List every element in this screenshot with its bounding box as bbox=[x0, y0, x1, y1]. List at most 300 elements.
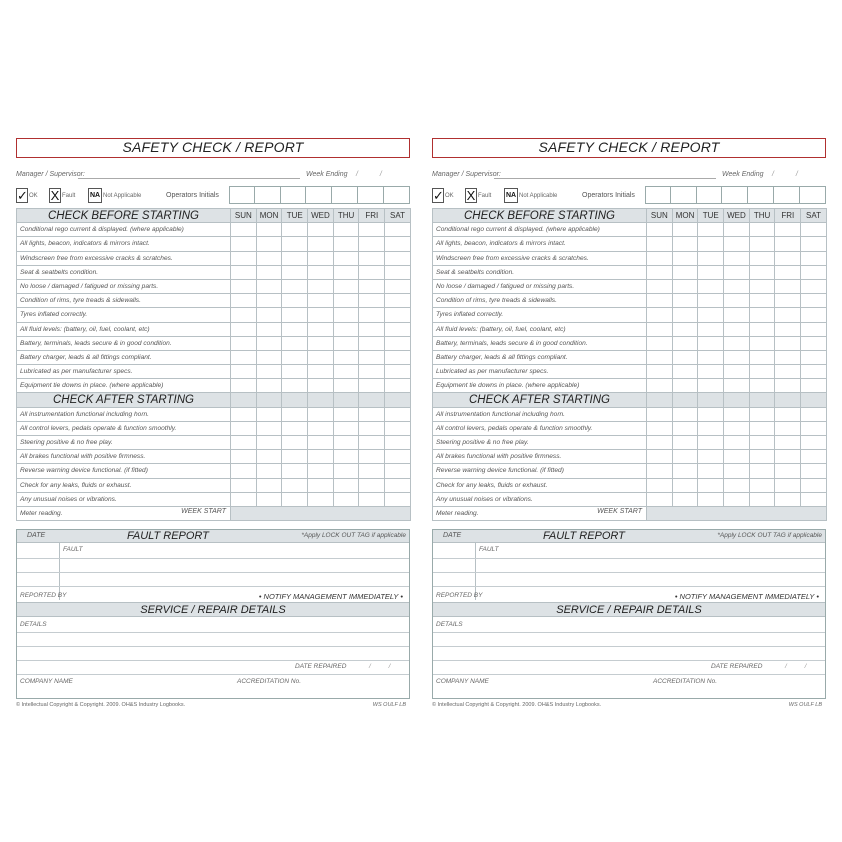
check-cell[interactable] bbox=[333, 322, 359, 336]
check-cell[interactable] bbox=[308, 365, 334, 379]
check-cell[interactable] bbox=[385, 365, 411, 379]
check-cell[interactable] bbox=[749, 237, 775, 251]
check-cell[interactable] bbox=[385, 279, 411, 293]
check-cell[interactable] bbox=[359, 407, 385, 421]
initials-box[interactable] bbox=[229, 186, 255, 204]
check-cell[interactable] bbox=[724, 436, 750, 450]
check-cell[interactable] bbox=[231, 336, 257, 350]
check-cell[interactable] bbox=[308, 308, 334, 322]
check-cell[interactable] bbox=[385, 436, 411, 450]
check-cell[interactable] bbox=[698, 407, 724, 421]
check-cell[interactable] bbox=[775, 421, 801, 435]
check-cell[interactable] bbox=[308, 251, 334, 265]
check-cell[interactable] bbox=[385, 308, 411, 322]
check-cell[interactable] bbox=[775, 308, 801, 322]
check-cell[interactable] bbox=[308, 322, 334, 336]
check-cell[interactable] bbox=[385, 478, 411, 492]
check-cell[interactable] bbox=[231, 265, 257, 279]
check-cell[interactable] bbox=[359, 478, 385, 492]
check-cell[interactable] bbox=[647, 365, 673, 379]
check-cell[interactable] bbox=[801, 464, 827, 478]
check-cell[interactable] bbox=[801, 237, 827, 251]
check-cell[interactable] bbox=[282, 265, 308, 279]
check-cell[interactable] bbox=[724, 336, 750, 350]
check-cell[interactable] bbox=[282, 421, 308, 435]
check-cell[interactable] bbox=[672, 308, 698, 322]
check-cell[interactable] bbox=[282, 492, 308, 506]
check-cell[interactable] bbox=[308, 294, 334, 308]
check-cell[interactable] bbox=[359, 308, 385, 322]
check-cell[interactable] bbox=[647, 279, 673, 293]
check-cell[interactable] bbox=[724, 237, 750, 251]
check-cell[interactable] bbox=[333, 478, 359, 492]
check-cell[interactable] bbox=[308, 223, 334, 237]
check-cell[interactable] bbox=[647, 464, 673, 478]
check-cell[interactable] bbox=[256, 478, 282, 492]
initials-box[interactable] bbox=[358, 186, 384, 204]
check-cell[interactable] bbox=[698, 322, 724, 336]
initials-box[interactable] bbox=[255, 186, 281, 204]
check-cell[interactable] bbox=[256, 279, 282, 293]
fault-line[interactable] bbox=[433, 572, 825, 573]
check-cell[interactable] bbox=[282, 294, 308, 308]
manager-field[interactable] bbox=[494, 178, 716, 179]
week-start-field[interactable] bbox=[231, 506, 411, 520]
details-line[interactable] bbox=[17, 632, 409, 633]
manager-field[interactable] bbox=[78, 178, 300, 179]
check-cell[interactable] bbox=[698, 336, 724, 350]
check-cell[interactable] bbox=[231, 279, 257, 293]
check-cell[interactable] bbox=[256, 379, 282, 393]
check-cell[interactable] bbox=[801, 450, 827, 464]
check-cell[interactable] bbox=[698, 294, 724, 308]
check-cell[interactable] bbox=[256, 350, 282, 364]
check-cell[interactable] bbox=[333, 336, 359, 350]
check-cell[interactable] bbox=[775, 478, 801, 492]
check-cell[interactable] bbox=[698, 492, 724, 506]
check-cell[interactable] bbox=[749, 322, 775, 336]
check-cell[interactable] bbox=[724, 223, 750, 237]
week-start-field[interactable] bbox=[647, 506, 827, 520]
check-cell[interactable] bbox=[308, 464, 334, 478]
initials-box[interactable] bbox=[384, 186, 410, 204]
check-cell[interactable] bbox=[359, 350, 385, 364]
check-cell[interactable] bbox=[256, 251, 282, 265]
check-cell[interactable] bbox=[359, 365, 385, 379]
check-cell[interactable] bbox=[359, 436, 385, 450]
initials-box[interactable] bbox=[722, 186, 748, 204]
check-cell[interactable] bbox=[647, 350, 673, 364]
check-cell[interactable] bbox=[385, 464, 411, 478]
fault-line[interactable] bbox=[17, 558, 409, 559]
check-cell[interactable] bbox=[647, 237, 673, 251]
check-cell[interactable] bbox=[231, 436, 257, 450]
fault-line[interactable] bbox=[433, 586, 825, 587]
meter-reading-cell[interactable] bbox=[17, 506, 231, 520]
check-cell[interactable] bbox=[724, 492, 750, 506]
check-cell[interactable] bbox=[672, 492, 698, 506]
meter-reading-cell[interactable] bbox=[433, 506, 647, 520]
check-cell[interactable] bbox=[801, 223, 827, 237]
check-cell[interactable] bbox=[647, 379, 673, 393]
check-cell[interactable] bbox=[749, 265, 775, 279]
check-cell[interactable] bbox=[672, 436, 698, 450]
check-cell[interactable] bbox=[231, 294, 257, 308]
check-cell[interactable] bbox=[801, 279, 827, 293]
check-cell[interactable] bbox=[672, 365, 698, 379]
check-cell[interactable] bbox=[308, 237, 334, 251]
check-cell[interactable] bbox=[775, 492, 801, 506]
check-cell[interactable] bbox=[231, 223, 257, 237]
check-cell[interactable] bbox=[647, 407, 673, 421]
check-cell[interactable] bbox=[231, 350, 257, 364]
check-cell[interactable] bbox=[647, 251, 673, 265]
check-cell[interactable] bbox=[333, 379, 359, 393]
initials-box[interactable] bbox=[671, 186, 697, 204]
check-cell[interactable] bbox=[672, 350, 698, 364]
check-cell[interactable] bbox=[749, 421, 775, 435]
check-cell[interactable] bbox=[698, 450, 724, 464]
check-cell[interactable] bbox=[359, 464, 385, 478]
details-line[interactable] bbox=[17, 646, 409, 647]
initials-box[interactable] bbox=[748, 186, 774, 204]
check-cell[interactable] bbox=[385, 251, 411, 265]
check-cell[interactable] bbox=[698, 265, 724, 279]
fault-line[interactable] bbox=[17, 586, 409, 587]
check-cell[interactable] bbox=[775, 322, 801, 336]
check-cell[interactable] bbox=[724, 464, 750, 478]
check-cell[interactable] bbox=[282, 279, 308, 293]
check-cell[interactable] bbox=[308, 279, 334, 293]
check-cell[interactable] bbox=[231, 308, 257, 322]
check-cell[interactable] bbox=[333, 450, 359, 464]
check-cell[interactable] bbox=[385, 294, 411, 308]
check-cell[interactable] bbox=[231, 322, 257, 336]
check-cell[interactable] bbox=[282, 350, 308, 364]
check-cell[interactable] bbox=[801, 294, 827, 308]
check-cell[interactable] bbox=[724, 450, 750, 464]
check-cell[interactable] bbox=[647, 492, 673, 506]
check-cell[interactable] bbox=[308, 379, 334, 393]
fault-line[interactable] bbox=[433, 558, 825, 559]
check-cell[interactable] bbox=[308, 265, 334, 279]
check-cell[interactable] bbox=[385, 322, 411, 336]
check-cell[interactable] bbox=[385, 450, 411, 464]
check-cell[interactable] bbox=[724, 379, 750, 393]
check-cell[interactable] bbox=[256, 421, 282, 435]
check-cell[interactable] bbox=[359, 322, 385, 336]
details-line[interactable] bbox=[433, 632, 825, 633]
check-cell[interactable] bbox=[801, 379, 827, 393]
check-cell[interactable] bbox=[698, 365, 724, 379]
check-cell[interactable] bbox=[647, 223, 673, 237]
initials-box[interactable] bbox=[332, 186, 358, 204]
check-cell[interactable] bbox=[385, 421, 411, 435]
check-cell[interactable] bbox=[231, 478, 257, 492]
week-ending-field[interactable]: / / bbox=[772, 171, 808, 178]
check-cell[interactable] bbox=[672, 223, 698, 237]
check-cell[interactable] bbox=[672, 251, 698, 265]
check-cell[interactable] bbox=[385, 237, 411, 251]
details-line[interactable] bbox=[433, 660, 825, 661]
check-cell[interactable] bbox=[749, 450, 775, 464]
check-cell[interactable] bbox=[801, 365, 827, 379]
check-cell[interactable] bbox=[256, 436, 282, 450]
check-cell[interactable] bbox=[359, 237, 385, 251]
check-cell[interactable] bbox=[724, 365, 750, 379]
check-cell[interactable] bbox=[672, 265, 698, 279]
date-repaired-field[interactable]: / / bbox=[369, 663, 399, 671]
check-cell[interactable] bbox=[698, 478, 724, 492]
check-cell[interactable] bbox=[308, 450, 334, 464]
check-cell[interactable] bbox=[359, 492, 385, 506]
date-repaired-field[interactable]: / / bbox=[785, 663, 815, 671]
check-cell[interactable] bbox=[231, 251, 257, 265]
check-cell[interactable] bbox=[724, 421, 750, 435]
check-cell[interactable] bbox=[749, 223, 775, 237]
check-cell[interactable] bbox=[672, 450, 698, 464]
check-cell[interactable] bbox=[749, 407, 775, 421]
check-cell[interactable] bbox=[359, 336, 385, 350]
check-cell[interactable] bbox=[231, 407, 257, 421]
initials-box[interactable] bbox=[774, 186, 800, 204]
check-cell[interactable] bbox=[333, 279, 359, 293]
check-cell[interactable] bbox=[385, 265, 411, 279]
check-cell[interactable] bbox=[308, 421, 334, 435]
check-cell[interactable] bbox=[801, 265, 827, 279]
check-cell[interactable] bbox=[647, 450, 673, 464]
check-cell[interactable] bbox=[749, 464, 775, 478]
check-cell[interactable] bbox=[749, 478, 775, 492]
check-cell[interactable] bbox=[749, 336, 775, 350]
check-cell[interactable] bbox=[749, 308, 775, 322]
check-cell[interactable] bbox=[698, 251, 724, 265]
week-ending-field[interactable]: / / bbox=[356, 171, 392, 178]
check-cell[interactable] bbox=[672, 421, 698, 435]
initials-box[interactable] bbox=[645, 186, 671, 204]
check-cell[interactable] bbox=[282, 436, 308, 450]
check-cell[interactable] bbox=[724, 294, 750, 308]
check-cell[interactable] bbox=[775, 294, 801, 308]
check-cell[interactable] bbox=[672, 279, 698, 293]
check-cell[interactable] bbox=[698, 223, 724, 237]
check-cell[interactable] bbox=[333, 237, 359, 251]
check-cell[interactable] bbox=[256, 365, 282, 379]
check-cell[interactable] bbox=[333, 350, 359, 364]
check-cell[interactable] bbox=[775, 336, 801, 350]
check-cell[interactable] bbox=[282, 365, 308, 379]
check-cell[interactable] bbox=[749, 492, 775, 506]
check-cell[interactable] bbox=[775, 436, 801, 450]
check-cell[interactable] bbox=[308, 407, 334, 421]
check-cell[interactable] bbox=[282, 450, 308, 464]
check-cell[interactable] bbox=[775, 279, 801, 293]
check-cell[interactable] bbox=[672, 294, 698, 308]
check-cell[interactable] bbox=[698, 436, 724, 450]
check-cell[interactable] bbox=[775, 251, 801, 265]
check-cell[interactable] bbox=[672, 464, 698, 478]
check-cell[interactable] bbox=[749, 279, 775, 293]
check-cell[interactable] bbox=[359, 294, 385, 308]
check-cell[interactable] bbox=[647, 294, 673, 308]
check-cell[interactable] bbox=[359, 251, 385, 265]
check-cell[interactable] bbox=[749, 365, 775, 379]
check-cell[interactable] bbox=[282, 223, 308, 237]
check-cell[interactable] bbox=[801, 322, 827, 336]
check-cell[interactable] bbox=[775, 464, 801, 478]
check-cell[interactable] bbox=[724, 308, 750, 322]
check-cell[interactable] bbox=[672, 336, 698, 350]
check-cell[interactable] bbox=[333, 464, 359, 478]
check-cell[interactable] bbox=[672, 379, 698, 393]
check-cell[interactable] bbox=[256, 464, 282, 478]
check-cell[interactable] bbox=[256, 223, 282, 237]
check-cell[interactable] bbox=[256, 407, 282, 421]
check-cell[interactable] bbox=[672, 478, 698, 492]
check-cell[interactable] bbox=[647, 436, 673, 450]
check-cell[interactable] bbox=[333, 407, 359, 421]
check-cell[interactable] bbox=[724, 350, 750, 364]
check-cell[interactable] bbox=[256, 308, 282, 322]
check-cell[interactable] bbox=[256, 237, 282, 251]
check-cell[interactable] bbox=[333, 251, 359, 265]
check-cell[interactable] bbox=[385, 350, 411, 364]
check-cell[interactable] bbox=[333, 308, 359, 322]
check-cell[interactable] bbox=[647, 336, 673, 350]
check-cell[interactable] bbox=[749, 251, 775, 265]
check-cell[interactable] bbox=[801, 350, 827, 364]
check-cell[interactable] bbox=[698, 379, 724, 393]
check-cell[interactable] bbox=[256, 322, 282, 336]
check-cell[interactable] bbox=[231, 365, 257, 379]
initials-box[interactable] bbox=[306, 186, 332, 204]
check-cell[interactable] bbox=[256, 294, 282, 308]
check-cell[interactable] bbox=[359, 265, 385, 279]
check-cell[interactable] bbox=[749, 379, 775, 393]
check-cell[interactable] bbox=[698, 308, 724, 322]
check-cell[interactable] bbox=[647, 421, 673, 435]
check-cell[interactable] bbox=[231, 421, 257, 435]
check-cell[interactable] bbox=[801, 407, 827, 421]
check-cell[interactable] bbox=[256, 450, 282, 464]
check-cell[interactable] bbox=[282, 464, 308, 478]
check-cell[interactable] bbox=[749, 294, 775, 308]
check-cell[interactable] bbox=[801, 436, 827, 450]
check-cell[interactable] bbox=[282, 407, 308, 421]
check-cell[interactable] bbox=[775, 237, 801, 251]
check-cell[interactable] bbox=[333, 365, 359, 379]
check-cell[interactable] bbox=[282, 336, 308, 350]
check-cell[interactable] bbox=[359, 379, 385, 393]
check-cell[interactable] bbox=[333, 265, 359, 279]
check-cell[interactable] bbox=[231, 450, 257, 464]
check-cell[interactable] bbox=[647, 478, 673, 492]
check-cell[interactable] bbox=[282, 379, 308, 393]
check-cell[interactable] bbox=[801, 251, 827, 265]
initials-box[interactable] bbox=[800, 186, 826, 204]
check-cell[interactable] bbox=[775, 350, 801, 364]
check-cell[interactable] bbox=[775, 265, 801, 279]
check-cell[interactable] bbox=[775, 450, 801, 464]
check-cell[interactable] bbox=[308, 436, 334, 450]
check-cell[interactable] bbox=[801, 492, 827, 506]
check-cell[interactable] bbox=[698, 350, 724, 364]
check-cell[interactable] bbox=[308, 336, 334, 350]
check-cell[interactable] bbox=[775, 223, 801, 237]
initials-box[interactable] bbox=[281, 186, 307, 204]
check-cell[interactable] bbox=[385, 223, 411, 237]
check-cell[interactable] bbox=[359, 421, 385, 435]
check-cell[interactable] bbox=[282, 478, 308, 492]
check-cell[interactable] bbox=[308, 478, 334, 492]
check-cell[interactable] bbox=[724, 478, 750, 492]
check-cell[interactable] bbox=[698, 279, 724, 293]
check-cell[interactable] bbox=[724, 407, 750, 421]
check-cell[interactable] bbox=[231, 379, 257, 393]
check-cell[interactable] bbox=[282, 308, 308, 322]
check-cell[interactable] bbox=[231, 464, 257, 478]
check-cell[interactable] bbox=[359, 450, 385, 464]
check-cell[interactable] bbox=[256, 265, 282, 279]
check-cell[interactable] bbox=[801, 308, 827, 322]
check-cell[interactable] bbox=[231, 237, 257, 251]
check-cell[interactable] bbox=[698, 237, 724, 251]
check-cell[interactable] bbox=[724, 322, 750, 336]
check-cell[interactable] bbox=[801, 478, 827, 492]
check-cell[interactable] bbox=[282, 237, 308, 251]
check-cell[interactable] bbox=[724, 251, 750, 265]
fault-line[interactable] bbox=[17, 572, 409, 573]
check-cell[interactable] bbox=[801, 336, 827, 350]
check-cell[interactable] bbox=[647, 308, 673, 322]
check-cell[interactable] bbox=[647, 265, 673, 279]
check-cell[interactable] bbox=[385, 492, 411, 506]
check-cell[interactable] bbox=[672, 237, 698, 251]
check-cell[interactable] bbox=[385, 379, 411, 393]
check-cell[interactable] bbox=[308, 492, 334, 506]
check-cell[interactable] bbox=[775, 379, 801, 393]
check-cell[interactable] bbox=[256, 492, 282, 506]
check-cell[interactable] bbox=[672, 407, 698, 421]
check-cell[interactable] bbox=[359, 279, 385, 293]
check-cell[interactable] bbox=[749, 350, 775, 364]
check-cell[interactable] bbox=[282, 322, 308, 336]
check-cell[interactable] bbox=[724, 265, 750, 279]
check-cell[interactable] bbox=[698, 464, 724, 478]
check-cell[interactable] bbox=[647, 322, 673, 336]
check-cell[interactable] bbox=[256, 336, 282, 350]
check-cell[interactable] bbox=[333, 294, 359, 308]
check-cell[interactable] bbox=[333, 436, 359, 450]
check-cell[interactable] bbox=[724, 279, 750, 293]
check-cell[interactable] bbox=[359, 223, 385, 237]
check-cell[interactable] bbox=[333, 492, 359, 506]
check-cell[interactable] bbox=[333, 223, 359, 237]
check-cell[interactable] bbox=[333, 421, 359, 435]
check-cell[interactable] bbox=[801, 421, 827, 435]
check-cell[interactable] bbox=[672, 322, 698, 336]
check-cell[interactable] bbox=[385, 336, 411, 350]
check-cell[interactable] bbox=[749, 436, 775, 450]
details-line[interactable] bbox=[17, 660, 409, 661]
initials-box[interactable] bbox=[697, 186, 723, 204]
check-cell[interactable] bbox=[698, 421, 724, 435]
check-cell[interactable] bbox=[385, 407, 411, 421]
check-cell[interactable] bbox=[775, 407, 801, 421]
check-cell[interactable] bbox=[282, 251, 308, 265]
check-cell[interactable] bbox=[308, 350, 334, 364]
check-cell[interactable] bbox=[775, 365, 801, 379]
